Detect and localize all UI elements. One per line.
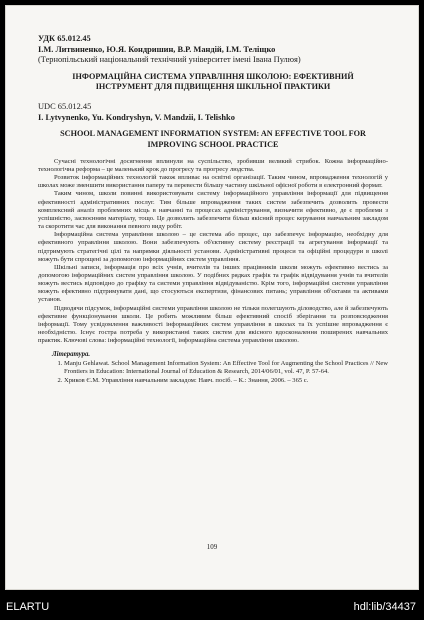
reference-list bbox=[38, 360, 388, 384]
repository-footer bbox=[0, 590, 424, 620]
reference-item: 2. Хриков Є.М. Управління навчальним закладом: Навч. посіб. – К.: Знання, 2006. – 365 с. bbox=[64, 377, 388, 385]
handle-id: hdl:lib/34437 bbox=[353, 601, 416, 613]
paragraph: Сучасні технологічні досягнення вплинули на суспільство, зробивши великий стрибок. Кожна інформаційно-технологічна реформа – це маленький крок до прогресу та прогресу людства. bbox=[38, 157, 388, 173]
article-body bbox=[38, 158, 388, 346]
title-uk: ІНФОРМАЦІЙНА СИСТЕМА УПРАВЛІННЯ ШКОЛОЮ: ЕФЕКТИВНИЙ ІНСТРУМЕНТ ДЛЯ ПІДВИЩЕННЯ ШКІЛЬНОЇ ПРАКТИКИ bbox=[72, 71, 354, 91]
paragraph: Розвиток інформаційних технологій також впливає на освітні організації. Таким чином, впровадження технологій у школах може зменшити використання паперу та перевести більшу частину шкільної офісної роботи в електронний формат. bbox=[38, 174, 388, 190]
page-number: 109 bbox=[206, 543, 218, 551]
udc-uk: УДК 65.012.45 bbox=[38, 34, 91, 43]
document-page bbox=[5, 5, 419, 590]
paragraph: Інформаційна система управління школою – це система або процес, що забезпечує інформацію, необхідну для ефективного управління школою. Вони забезпечують об'єктивну систему реєстрації та агрегування інформації та підтримують стратегічні цілі та напрямки діяльності установи. Адміністративні процеси та офіційні процедури в школі можуть бути спрощені за допомогою інформаційних систем управління. bbox=[38, 231, 388, 263]
repository-name: ELARTU bbox=[6, 601, 50, 613]
reference-item: 1. Manju Gehlawat. School Management Information System: An Effective Tool for Augmenting the School Practices // New Frontiers in Education: International Journal of Education & Research, 2014/06/01, vol. 47, P. 57-64. bbox=[64, 360, 388, 376]
literature-heading: Література. bbox=[52, 351, 91, 359]
authors-en: I. Lytvynenko, Yu. Kondryshyn, V. Mandzii, I. Telishko bbox=[38, 112, 235, 122]
authors-uk: І.М. Литвиненко, Ю.Я. Кондришин, В.Р. Мандій, І.М. Теліщко bbox=[38, 44, 276, 54]
title-en: SCHOOL MANAGEMENT INFORMATION SYSTEM: AN EFFECTIVE TOOL FOR IMPROVING SCHOOL PRACTICE bbox=[60, 129, 366, 149]
paragraph: Шкільні записи, інформація про всіх учнів, вчителів та інших працівників школи можуть ефективно вестись за допомогою інформаційних систем управління школою. У подібних рядках графік та графік відвідування учнів та вчителів можуть вестись відповідно до графіку та системи управління відвідуваністю. Крім того, інформаційні системи управління можуть ефективно підтримувати дані, що стосуються експертизи, фінансових питань; управління об'єктами та активами установ. bbox=[38, 263, 388, 304]
article-content bbox=[38, 34, 388, 385]
affiliation-uk: (Тернопільський національний технічний університет імені Івана Пулюя) bbox=[38, 55, 301, 65]
udc-en: UDC 65.012.45 bbox=[38, 102, 92, 112]
paragraph: Підводячи підсумок, інформаційні системи управління школою не тільки полегшують діловодство, але й забезпечують ефективне функціонування школи. Це робить можливим більш ефективний спосіб зберігання та розповсюдження інформації. Тому усвідомлення важливості інформаційних систем управління в школах та їх успішне впровадження є необхідністю. Існує гостра потреба у використанні таких систем для якісного вдосконалення поширених навчальних практик. Ключові слова: інформаційні технології, інформаційна система управління школою. bbox=[38, 304, 388, 345]
paragraph: Таким чином, школи повинні використовувати систему інформаційного управління інформації для підвищення ефективності адміністративних послуг. Тим більше впровадження таких систем забезпечить дозволить провести комплексний аналіз проблемних місць в навчанні та процесах адміністрування, визначити ефективно, де є проблеми з успішністю, засвоєнням матеріалу, тощо. Це дозволить забезпечити більш якісний процес керування навчальним закладом та скоротити час для виконання певного виду робіт. bbox=[38, 190, 388, 231]
